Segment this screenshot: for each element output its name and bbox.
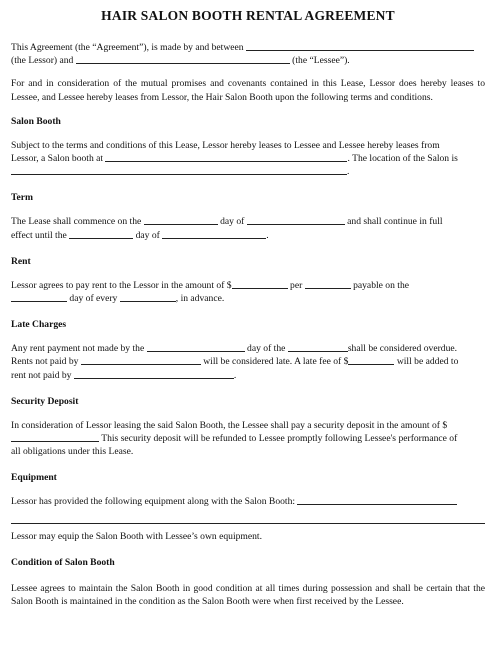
late-charges-line-1 [11,342,485,355]
section-heading-salon-booth: Salon Booth [11,115,61,127]
late-date-field[interactable] [81,355,201,365]
intro-text: This Agreement (the “Agreement”), is made by and between [11,42,244,53]
late-charges-line-2 [11,355,485,368]
term-end-day-of-label: day of [135,229,160,241]
late-payment-label: Any rent payment not made by the [11,343,145,355]
equipment-list-field-2[interactable] [11,514,485,524]
salon-booth-address-label: Lessor, a Salon booth at [11,153,104,165]
salon-booth-line-3 [11,165,485,178]
intro-parties-line-1 [11,41,485,54]
late-fee-amount-field[interactable] [348,355,394,365]
security-deposit-amount-field[interactable] [11,432,99,442]
term-start-day-field[interactable] [144,215,218,225]
late-fee-date-field[interactable] [74,369,237,381]
late-due-day-field[interactable] [147,342,245,352]
term-continue-label: and shall continue in full [347,216,443,228]
document-title: HAIR SALON BOOTH RENTAL AGREEMENT [101,8,395,23]
condition-paragraph: Lessee agrees to maintain the Salon Booth in good condition at all times during possession and shall be certain that the Salon Booth is maintained in the condition as the Salon Booth were when first received by the Lessee. [11,582,485,608]
rent-line-2 [11,292,485,305]
term-end-day-field[interactable] [69,229,133,239]
late-rents-not-paid-label: Rents not paid by [11,356,79,368]
lessee-name-field[interactable] [76,54,290,64]
late-rent-not-paid-label: rent not paid by [11,369,72,381]
late-period: . [233,369,237,381]
late-overdue-label: shall be considered overdue. [347,343,458,355]
rent-period-field[interactable] [305,279,351,289]
equipment-line-1 [11,495,485,508]
term-line-1 [11,215,485,228]
term-start-month-field[interactable] [247,215,345,225]
salon-booth-address-field[interactable] [105,152,347,162]
security-deposit-refund-label: This security deposit will be refunded to Lessee promptly following Lessee's performance of [101,433,458,445]
rent-payable-label: payable on the [353,279,410,291]
intro-lessee-label: (the “Lessee”). [292,55,350,67]
section-heading-condition: Condition of Salon Booth [11,556,115,568]
rent-line-1 [11,279,485,292]
intro-lessor-label: (the Lessor) and [11,55,74,67]
equipment-line-2: Lessor may equip the Salon Booth with Lessee’s own equipment. [11,530,262,542]
late-day-of-label: day of the [247,343,286,355]
late-due-period-field[interactable] [288,342,348,352]
section-heading-security-deposit: Security Deposit [11,395,79,407]
security-deposit-line-3: all obligations under this Lease. [11,446,134,458]
salon-location-period: . [347,166,350,178]
section-heading-equipment: Equipment [11,472,57,484]
security-deposit-line-2 [11,432,485,445]
rent-due-day-field[interactable] [11,292,67,302]
rent-amount-field[interactable] [232,279,288,289]
salon-location-label: . The location of the Salon is [347,153,458,165]
rent-due-period-field[interactable] [120,292,176,302]
term-until-label: effect until the [11,229,67,241]
security-deposit-line-1: In consideration of Lessor leasing the said Salon Booth, the Lessee shall pay a security deposit in the amount of $ [11,419,448,431]
equipment-label: Lessor has provided the following equipment along with the Salon Booth: [11,496,296,508]
late-fee-label: will be considered late. A late fee of $ [203,356,349,368]
section-heading-rent: Rent [11,255,31,267]
intro-consideration: For and in consideration of the mutual promises and covenants contained in this Lease, Lessor does hereby leases to Lessee, and Lessee hereby leases from Lessor, the Hair Salon Booth upon the following terms and conditions. [11,78,485,103]
section-heading-term: Term [11,192,34,204]
salon-location-field[interactable] [11,165,350,178]
rent-day-of-every-label: day of every [69,293,118,305]
lessor-name-field[interactable] [246,41,474,51]
term-day-of-label: day of [220,216,245,228]
term-line-2 [11,229,485,242]
term-period: . [266,229,269,241]
rent-advance-label: , in advance. [175,293,225,305]
salon-booth-line-1: Subject to the terms and conditions of this Lease, Lessor hereby leases to Lessee and Lessee hereby leases from [11,139,440,151]
intro-parties-line-2 [11,54,485,67]
rent-per-label: per [290,279,303,291]
term-end-month-field[interactable] [162,229,269,241]
salon-booth-line-2 [11,152,485,165]
rent-amount-label: Lessor agrees to pay rent to the Lessor in the amount of $ [11,279,232,291]
section-heading-late-charges: Late Charges [11,319,67,331]
equipment-list-field[interactable] [297,495,457,505]
term-commence-label: The Lease shall commence on the [11,216,142,228]
late-charges-line-3 [11,369,485,382]
late-added-label: will be added to [396,356,459,368]
